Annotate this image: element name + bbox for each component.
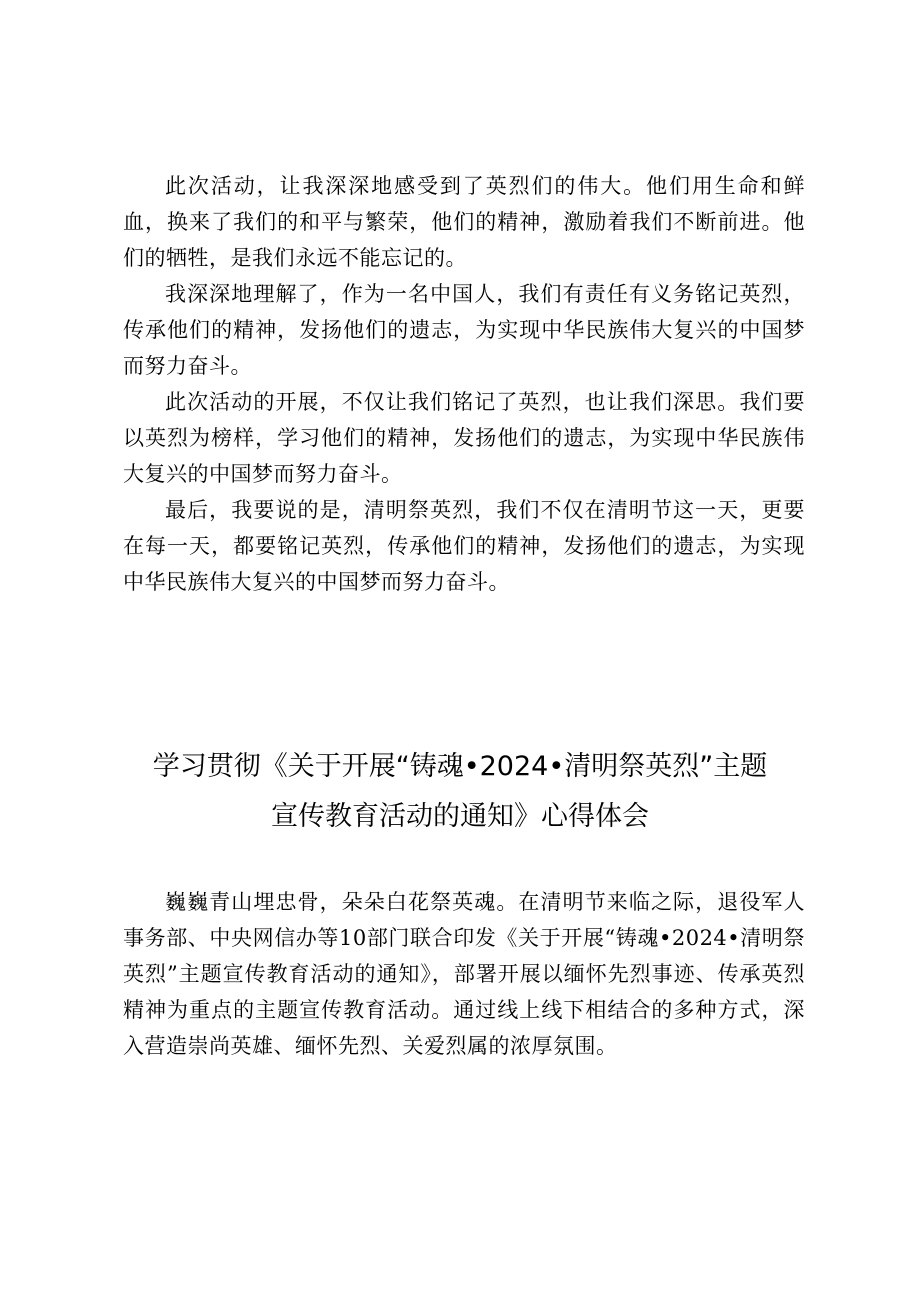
article-title bbox=[60, 742, 860, 842]
paragraph: 此次活动的开展，不仅让我们铭记了英烈，也让我们深思。我们要以英烈为榜样，学习他们的精神，发扬他们的遗志，为实现中华民族伟大复兴的中国梦而努力奋斗。 bbox=[123, 390, 805, 486]
paragraph: 此次活动，让我深深地感受到了英烈们的伟大。他们用生命和鲜血，换来了我们的和平与繁荣，他们的精神，激励着我们不断前进。他们的牺牲，是我们永远不能忘记的。 bbox=[123, 174, 805, 270]
article-title-line-1: 学习贯彻《关于开展“铸魂•2024•清明祭英烈”主题 bbox=[152, 751, 768, 782]
article-body bbox=[123, 884, 805, 1064]
paragraph: 巍巍青山埋忠骨，朵朵白花祭英魂。在清明节来临之际，退役军人事务部、中央网信办等10部门联合印发《关于开展“铸魂•2024•清明祭英烈”主题宣传教育活动的通知》，部署开展以缅怀先烈事迹、传承英烈精神为重点的主题宣传教育活动。通过线上线下相结合的多种方式，深入营造崇尚英雄、缅怀先烈、关爱烈属的浓厚氛围。 bbox=[123, 890, 805, 1058]
reflection-section bbox=[123, 168, 805, 600]
article-title-line-2: 宣传教育活动的通知》心得体会 bbox=[271, 801, 649, 832]
paragraph: 最后，我要说的是，清明祭英烈，我们不仅在清明节这一天，更要在每一天，都要铭记英烈，传承他们的精神，发扬他们的遗志，为实现中华民族伟大复兴的中国梦而努力奋斗。 bbox=[123, 498, 805, 594]
paragraph: 我深深地理解了，作为一名中国人，我们有责任有义务铭记英烈，传承他们的精神，发扬他们的遗志，为实现中华民族伟大复兴的中国梦而努力奋斗。 bbox=[123, 282, 805, 378]
